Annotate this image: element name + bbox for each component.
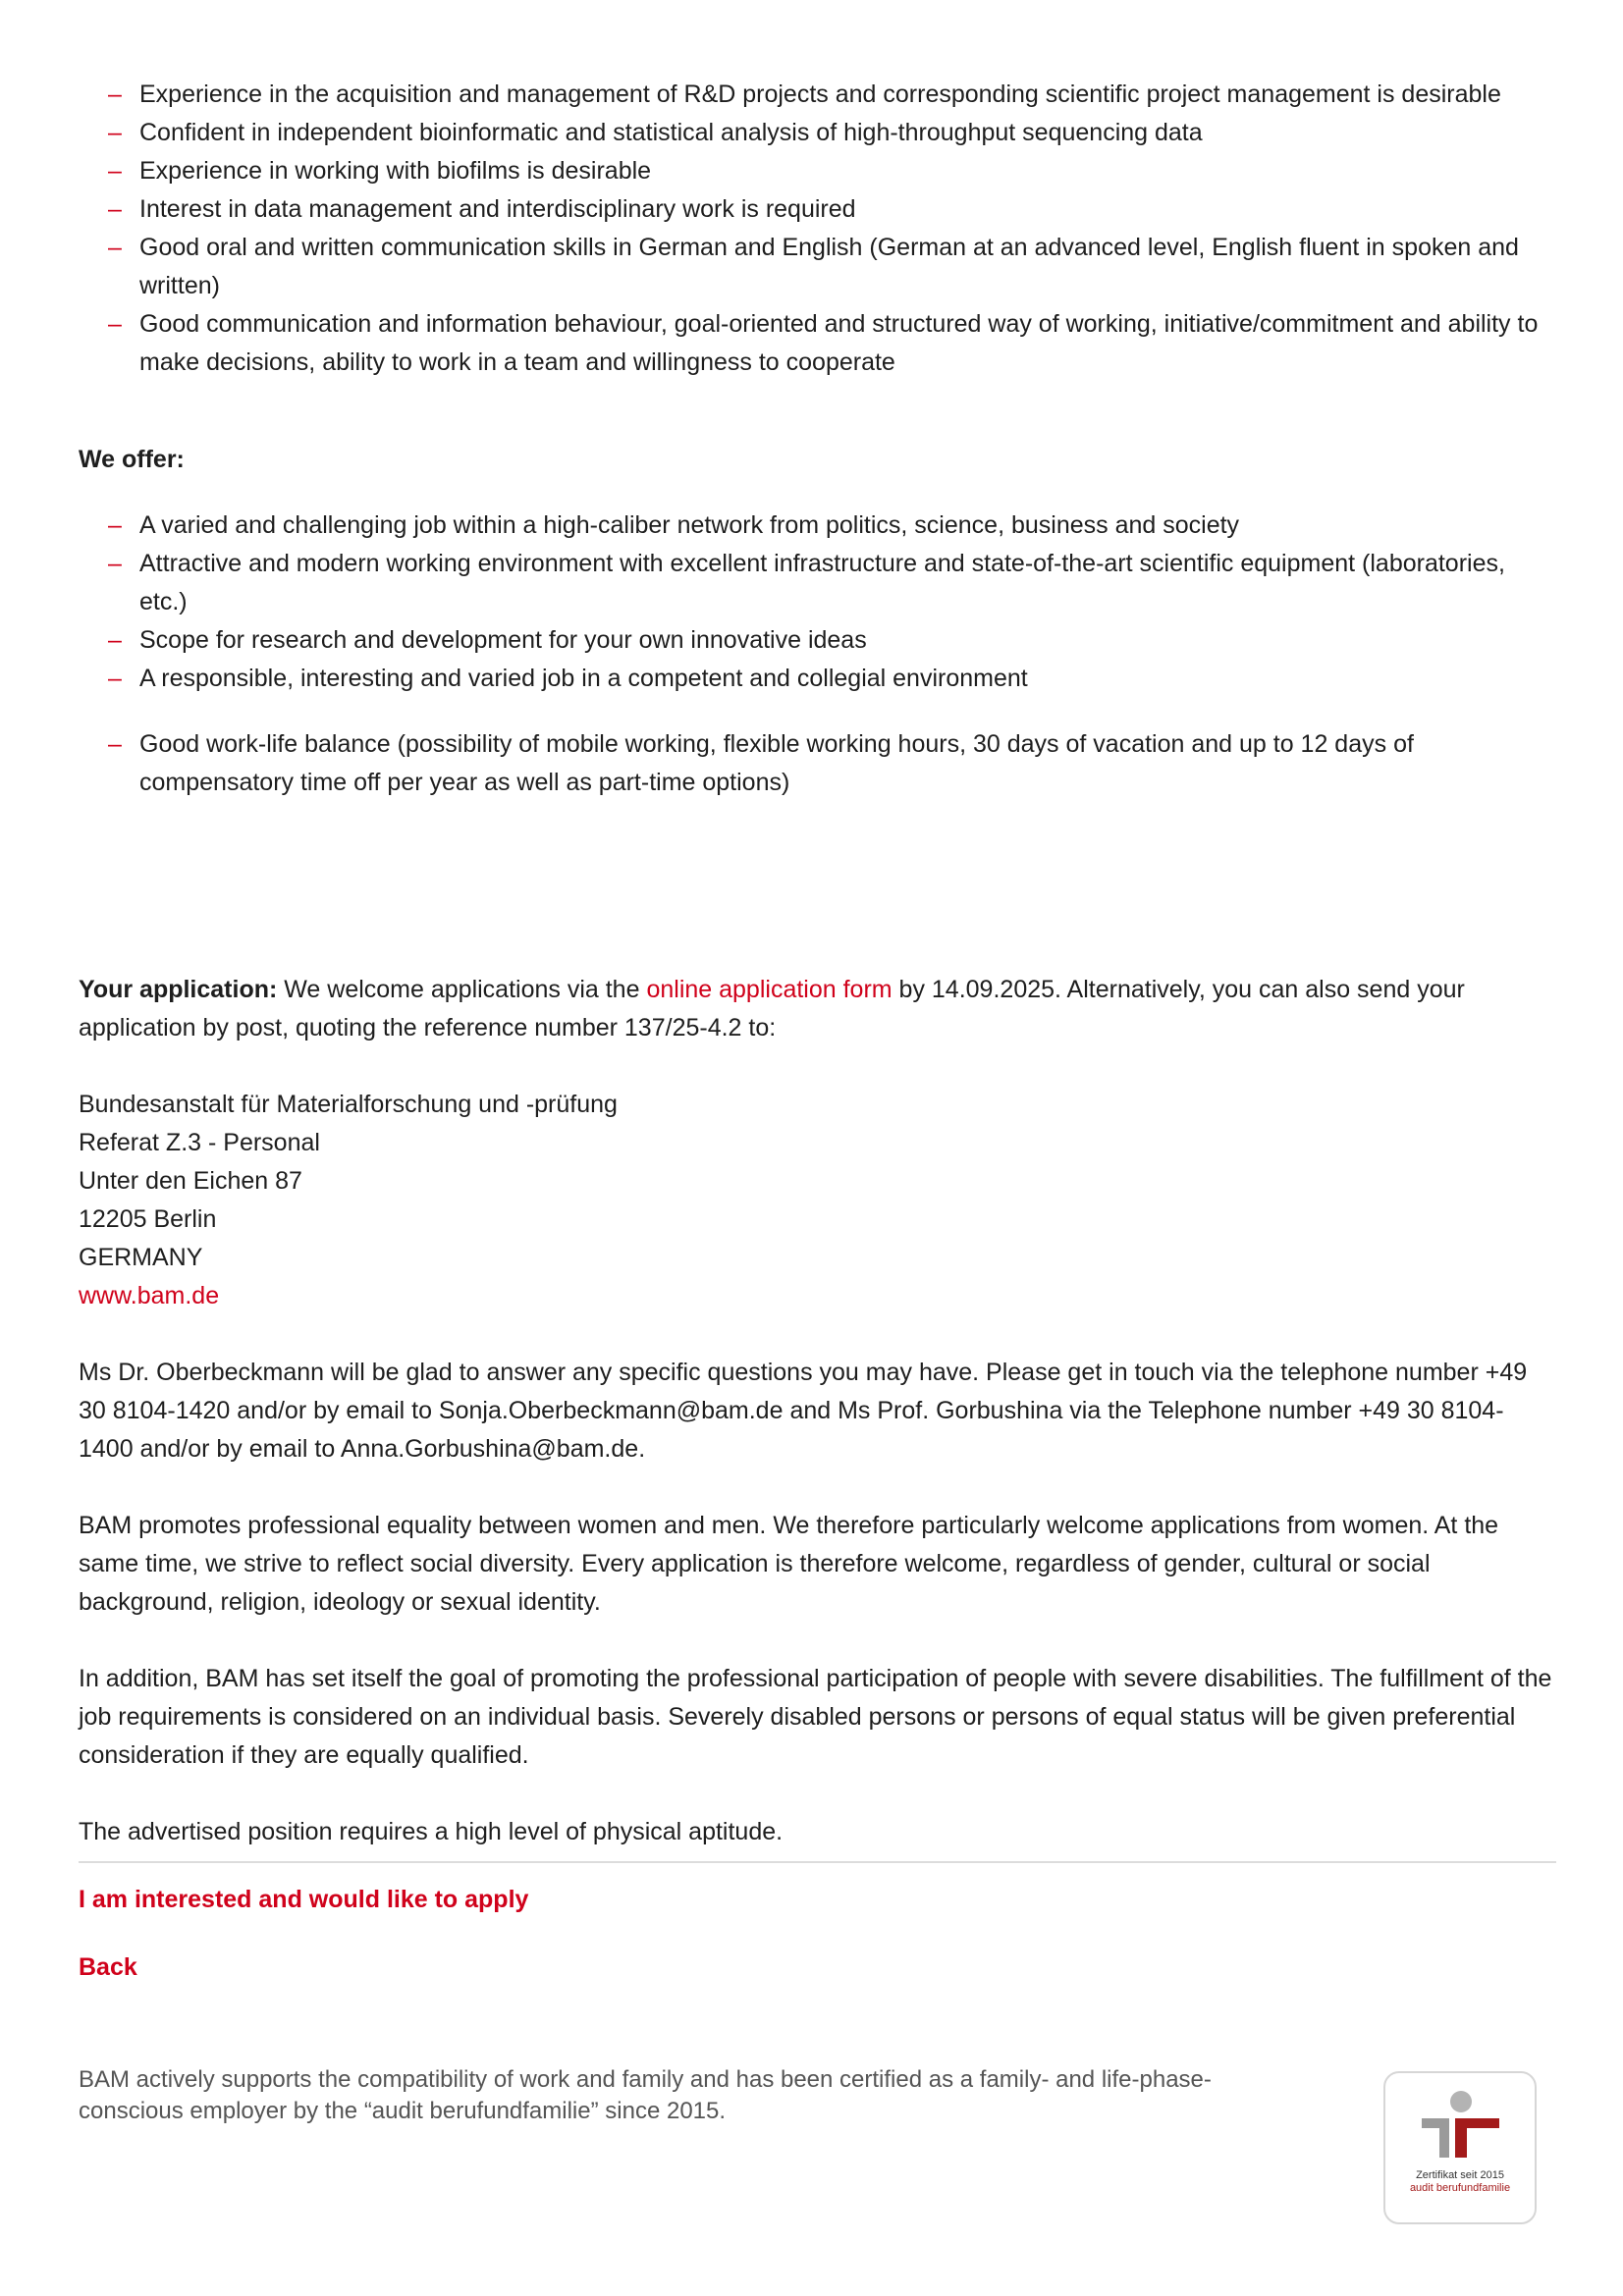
dash-bullet-icon: –: [108, 626, 122, 654]
divider: [79, 1861, 1556, 1863]
audit-berufundfamilie-badge: [1383, 2071, 1537, 2224]
equality-paragraph: BAM promotes professional equality between women and men. We therefore particularly welcome applications from women. At the same time, we strive to reflect social diversity. Every application is therefore welcome, regardless of gender, cultural or social background, religion, ideology or sexual identity.: [79, 1512, 1499, 1616]
list-item-text: Confident in independent bioinformatic and statistical analysis of high-throughput sequencing data: [139, 119, 1203, 146]
application-label: Your application:: [79, 976, 278, 1003]
online-application-form-link[interactable]: online application form: [646, 976, 893, 1003]
we-offer-heading: We offer:: [79, 446, 185, 473]
list-item: [79, 114, 1556, 152]
address-line-institution: Bundesanstalt für Materialforschung und -prüfung: [79, 1091, 618, 1118]
list-item-text: Good communication and information behaviour, goal-oriented and structured way of working, initiative/commitment and ability to make decisions, ability to work in a team and willingness to cooperate: [139, 310, 1539, 376]
list-item-text: Interest in data management and interdisciplinary work is required: [139, 195, 856, 223]
list-item-text: Experience in working with biofilms is desirable: [139, 157, 652, 185]
list-item: [79, 621, 1556, 660]
offer-list: [79, 507, 1556, 802]
dash-bullet-icon: –: [108, 730, 122, 758]
postal-address: [79, 1086, 1556, 1315]
dash-bullet-icon: –: [108, 665, 122, 692]
list-item: [79, 725, 1556, 802]
list-item: [79, 660, 1556, 698]
application-text-end: by 14.09.2025. Alternatively, you can also send your application by post, quoting the reference number 137/25-4.2 to:: [79, 976, 1465, 1041]
physical-aptitude-paragraph: The advertised position requires a high level of physical aptitude.: [79, 1818, 784, 1845]
website-link[interactable]: www.bam.de: [79, 1282, 220, 1309]
dash-bullet-icon: –: [108, 80, 122, 108]
dash-bullet-icon: –: [108, 550, 122, 577]
application-text-start: We welcome applications via the: [277, 976, 647, 1003]
list-item-text: Attractive and modern working environment with excellent infrastructure and state-of-the-art scientific equipment (laboratories, etc.): [139, 550, 1505, 615]
dash-bullet-icon: –: [108, 310, 122, 338]
requirements-list: [79, 76, 1556, 382]
list-item-text: Good work-life balance (possibility of mobile working, flexible working hours, 30 days of vacation and up to 12 days of compensatory time off per year as well as part-time options): [139, 730, 1414, 796]
badge-certificate-text: Zertifikat seit 2015: [1416, 2169, 1504, 2181]
disability-paragraph: In addition, BAM has set itself the goal of promoting the professional participation of people with severe disabilities. The fulfillment of the job requirements is considered on an individual basis. Severely disabled persons or persons of equal status will be given preferential consideration if they are equally qualified.: [79, 1665, 1552, 1769]
dash-bullet-icon: –: [108, 157, 122, 185]
list-item: [79, 76, 1556, 114]
dash-bullet-icon: –: [108, 195, 122, 223]
dash-bullet-icon: –: [108, 119, 122, 146]
address-line-department: Referat Z.3 - Personal: [79, 1129, 320, 1156]
list-item: [79, 545, 1556, 621]
list-item: [79, 190, 1556, 229]
list-item-text: Scope for research and development for your own innovative ideas: [139, 626, 867, 654]
list-item: [79, 229, 1556, 305]
list-item: [79, 507, 1556, 545]
list-item-text: Experience in the acquisition and management of R&D projects and corresponding scientific project management is desirable: [139, 80, 1501, 108]
audit-logo-icon: [1385, 2073, 1535, 2222]
list-item: [79, 152, 1556, 190]
address-line-country: GERMANY: [79, 1244, 203, 1271]
list-item-text: A varied and challenging job within a high-caliber network from politics, science, business and society: [139, 511, 1240, 539]
dash-bullet-icon: –: [108, 234, 122, 261]
back-link[interactable]: Back: [79, 1953, 137, 1981]
job-posting-content: [79, 76, 1556, 1987]
address-line-street: Unter den Eichen 87: [79, 1167, 302, 1195]
dash-bullet-icon: –: [108, 511, 122, 539]
footer-certification-text: BAM actively supports the compatibility of work and family and has been certified as a family- and life-phase-conscious employer by the “audit berufundfamilie” since 2015.: [79, 2066, 1212, 2124]
application-paragraph: [79, 971, 1556, 1047]
list-item-text: Good oral and written communication skills in German and English (German at an advanced level, English fluent in spoken and written): [139, 234, 1519, 299]
list-item-text: A responsible, interesting and varied job in a competent and collegial environment: [139, 665, 1028, 692]
address-line-city: 12205 Berlin: [79, 1205, 217, 1233]
badge-audit-text: audit berufundfamilie: [1409, 2182, 1511, 2194]
apply-link[interactable]: I am interested and would like to apply: [79, 1886, 529, 1913]
list-item: [79, 305, 1556, 382]
contact-paragraph: Ms Dr. Oberbeckmann will be glad to answer any specific questions you may have. Please get in touch via the telephone number +49 30 8104-1420 and/or by email to Sonja.Oberbeckmann@bam.de and Ms Prof. Gorbushina via the Telephone number +49 30 8104-1400 and/or by email to Anna.Gorbushina@bam.de.: [79, 1359, 1528, 1463]
